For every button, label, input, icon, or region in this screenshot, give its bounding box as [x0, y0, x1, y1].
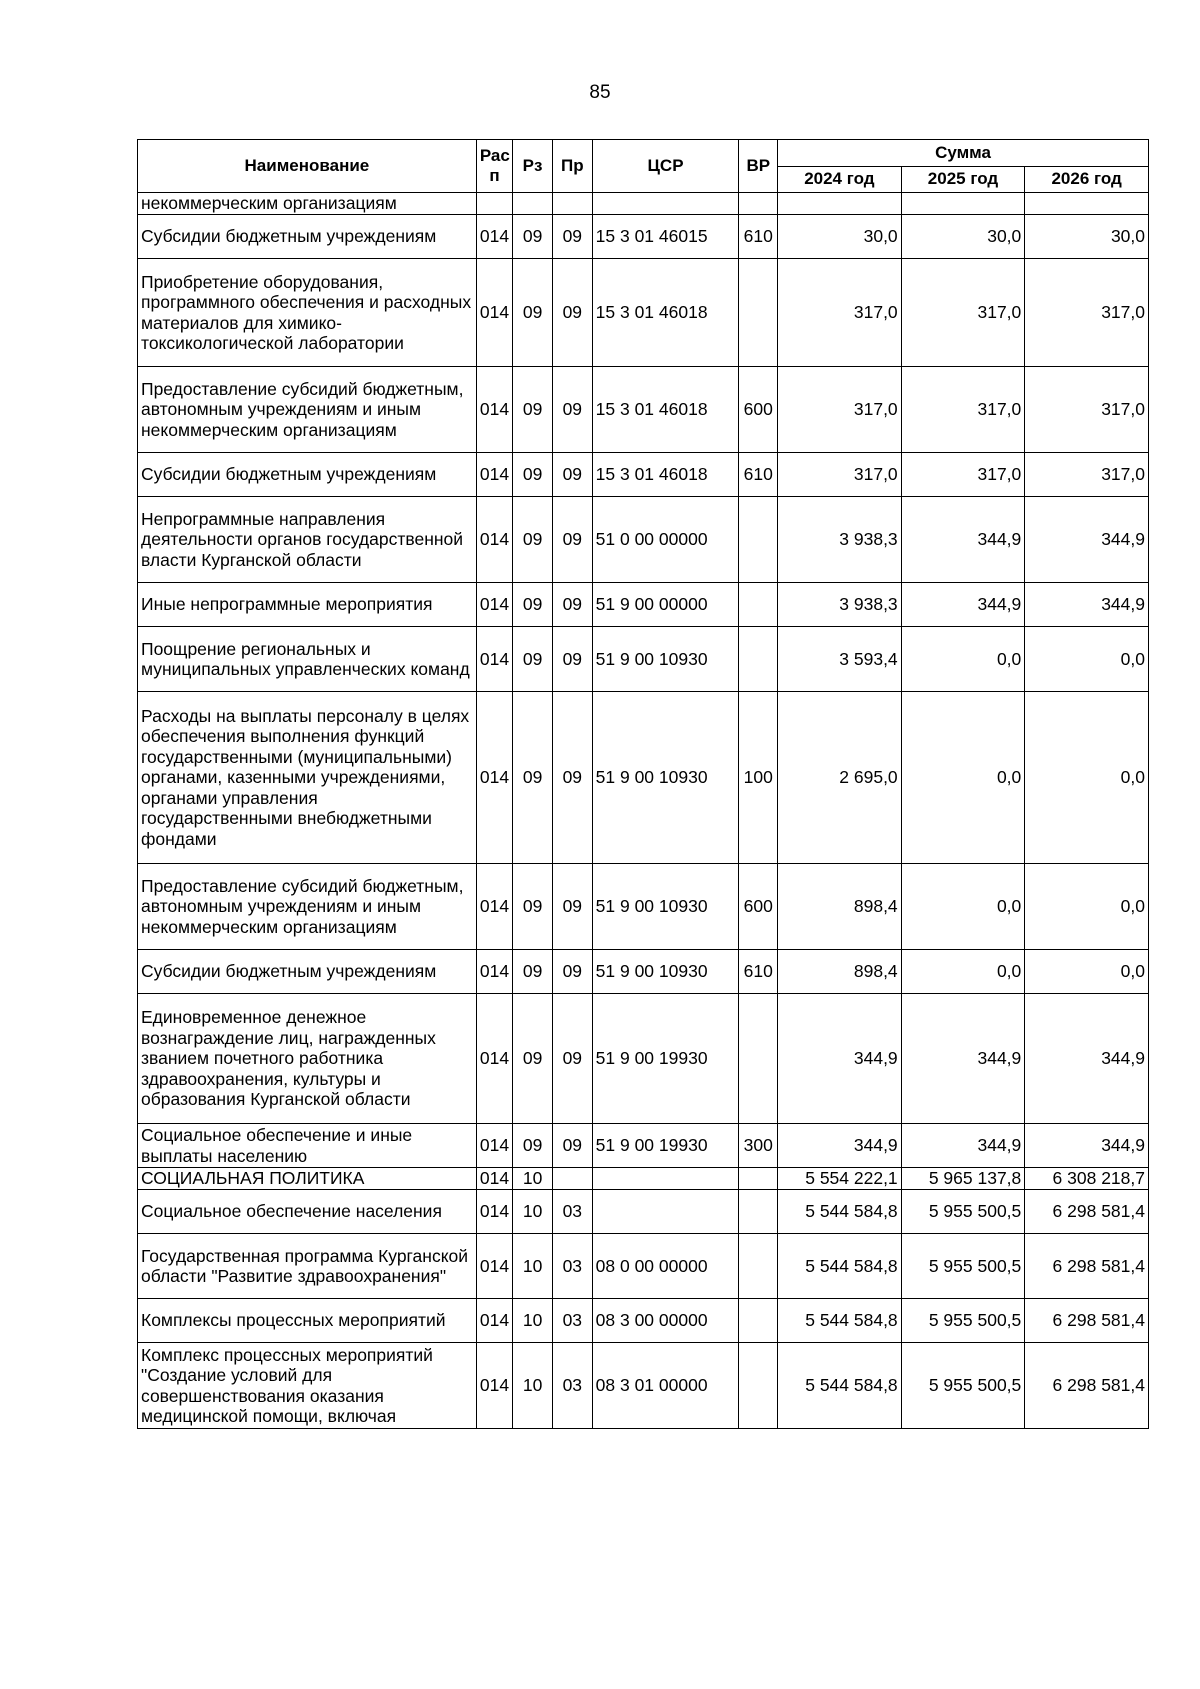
cell-pr: 03 — [552, 1343, 592, 1429]
cell-name: Комплекс процессных мероприятий "Создание условий для совершенствования оказания медицинской помощи, включая — [138, 1343, 477, 1429]
header-rz: Рз — [513, 140, 553, 193]
cell-vr — [739, 1299, 778, 1343]
cell-name: Социальное обеспечение и иные выплаты населению — [138, 1124, 477, 1168]
cell-sum-2024 — [778, 193, 902, 215]
cell-sum-2025: 344,9 — [901, 583, 1025, 627]
cell-sum-2024: 898,4 — [778, 950, 902, 994]
cell-rasp: 014 — [476, 1124, 512, 1168]
cell-name: СОЦИАЛЬНАЯ ПОЛИТИКА — [138, 1168, 477, 1190]
table-row — [138, 367, 1149, 453]
cell-name: Приобретение оборудования, программного обеспечения и расходных материалов для химико-токсикологической лаборатории — [138, 259, 477, 367]
cell-sum-2026: 0,0 — [1025, 950, 1149, 994]
budget-table — [137, 139, 1149, 1429]
cell-rasp — [476, 193, 512, 215]
cell-vr — [739, 1168, 778, 1190]
cell-sum-2024: 5 544 584,8 — [778, 1343, 902, 1429]
header-name: Наименование — [138, 140, 477, 193]
table-row — [138, 1168, 1149, 1190]
cell-sum-2026: 344,9 — [1025, 497, 1149, 583]
cell-rasp: 014 — [476, 453, 512, 497]
cell-sum-2024: 3 593,4 — [778, 627, 902, 692]
cell-rz: 10 — [513, 1299, 553, 1343]
cell-rz: 09 — [513, 583, 553, 627]
cell-name: Непрограммные направления деятельности органов государственной власти Курганской области — [138, 497, 477, 583]
cell-rz: 09 — [513, 453, 553, 497]
cell-csr: 15 3 01 46018 — [592, 453, 739, 497]
cell-vr: 610 — [739, 453, 778, 497]
cell-csr: 51 0 00 00000 — [592, 497, 739, 583]
cell-vr: 600 — [739, 864, 778, 950]
table-row — [138, 1124, 1149, 1168]
cell-vr — [739, 1190, 778, 1234]
cell-csr: 15 3 01 46018 — [592, 367, 739, 453]
cell-name: Социальное обеспечение населения — [138, 1190, 477, 1234]
cell-csr: 51 9 00 10930 — [592, 864, 739, 950]
cell-sum-2024: 5 544 584,8 — [778, 1299, 902, 1343]
cell-rasp: 014 — [476, 1190, 512, 1234]
cell-name: Субсидии бюджетным учреждениям — [138, 215, 477, 259]
cell-pr: 09 — [552, 497, 592, 583]
cell-name: Иные непрограммные мероприятия — [138, 583, 477, 627]
header-year-2026: 2026 год — [1025, 167, 1149, 193]
cell-rz: 09 — [513, 367, 553, 453]
cell-vr: 600 — [739, 367, 778, 453]
cell-sum-2026: 6 308 218,7 — [1025, 1168, 1149, 1190]
cell-pr: 09 — [552, 994, 592, 1124]
cell-pr: 09 — [552, 627, 592, 692]
cell-sum-2024: 317,0 — [778, 453, 902, 497]
cell-csr — [592, 1190, 739, 1234]
cell-rz: 09 — [513, 259, 553, 367]
cell-pr: 03 — [552, 1234, 592, 1299]
cell-pr: 09 — [552, 1124, 592, 1168]
table-row — [138, 1234, 1149, 1299]
cell-pr — [552, 1168, 592, 1190]
table-row — [138, 1190, 1149, 1234]
cell-pr: 09 — [552, 583, 592, 627]
cell-sum-2024: 3 938,3 — [778, 497, 902, 583]
cell-sum-2025: 30,0 — [901, 215, 1025, 259]
cell-sum-2024: 5 554 222,1 — [778, 1168, 902, 1190]
cell-sum-2026: 6 298 581,4 — [1025, 1299, 1149, 1343]
cell-sum-2025: 317,0 — [901, 367, 1025, 453]
cell-name: Комплексы процессных мероприятий — [138, 1299, 477, 1343]
header-sum: Сумма — [778, 140, 1149, 167]
cell-csr: 51 9 00 19930 — [592, 1124, 739, 1168]
cell-rasp: 014 — [476, 692, 512, 864]
cell-sum-2024: 344,9 — [778, 1124, 902, 1168]
table-body — [138, 193, 1149, 1429]
cell-sum-2024: 317,0 — [778, 259, 902, 367]
page-number: 85 — [589, 82, 611, 103]
cell-sum-2026: 0,0 — [1025, 692, 1149, 864]
header-vr: ВР — [739, 140, 778, 193]
cell-csr: 51 9 00 10930 — [592, 627, 739, 692]
cell-rasp: 014 — [476, 994, 512, 1124]
table-row — [138, 1343, 1149, 1429]
cell-csr: 51 9 00 10930 — [592, 692, 739, 864]
table-row — [138, 627, 1149, 692]
header-year-2025: 2025 год — [901, 167, 1025, 193]
cell-rasp: 014 — [476, 367, 512, 453]
cell-csr — [592, 193, 739, 215]
cell-sum-2025: 317,0 — [901, 453, 1025, 497]
cell-rasp: 014 — [476, 1234, 512, 1299]
cell-csr: 08 3 00 00000 — [592, 1299, 739, 1343]
cell-csr: 51 9 00 19930 — [592, 994, 739, 1124]
cell-pr: 09 — [552, 215, 592, 259]
cell-rz: 10 — [513, 1343, 553, 1429]
cell-rz — [513, 193, 553, 215]
cell-sum-2025: 0,0 — [901, 950, 1025, 994]
cell-csr: 15 3 01 46015 — [592, 215, 739, 259]
cell-sum-2025: 344,9 — [901, 1124, 1025, 1168]
cell-name: Расходы на выплаты персоналу в целях обеспечения выполнения функций государственными (муниципальными) органами, казенными учреждениями, органами управления государственными внебюджетными фондами — [138, 692, 477, 864]
cell-sum-2024: 898,4 — [778, 864, 902, 950]
cell-pr: 09 — [552, 950, 592, 994]
cell-vr: 610 — [739, 215, 778, 259]
cell-sum-2024: 5 544 584,8 — [778, 1190, 902, 1234]
cell-rz: 09 — [513, 1124, 553, 1168]
cell-pr: 09 — [552, 259, 592, 367]
cell-vr — [739, 994, 778, 1124]
cell-name: Субсидии бюджетным учреждениям — [138, 950, 477, 994]
table-row — [138, 1299, 1149, 1343]
table-row — [138, 497, 1149, 583]
cell-vr — [739, 1234, 778, 1299]
cell-rasp: 014 — [476, 259, 512, 367]
header-csr: ЦСР — [592, 140, 739, 193]
cell-csr — [592, 1168, 739, 1190]
cell-vr — [739, 193, 778, 215]
cell-rasp: 014 — [476, 583, 512, 627]
cell-sum-2026: 317,0 — [1025, 453, 1149, 497]
cell-sum-2025: 344,9 — [901, 497, 1025, 583]
cell-vr — [739, 627, 778, 692]
cell-sum-2024: 2 695,0 — [778, 692, 902, 864]
table-row — [138, 864, 1149, 950]
cell-vr — [739, 1343, 778, 1429]
cell-sum-2025: 5 965 137,8 — [901, 1168, 1025, 1190]
header-year-2024: 2024 год — [778, 167, 902, 193]
cell-sum-2026: 0,0 — [1025, 627, 1149, 692]
cell-rz: 09 — [513, 497, 553, 583]
cell-csr: 51 9 00 00000 — [592, 583, 739, 627]
cell-sum-2025: 5 955 500,5 — [901, 1299, 1025, 1343]
cell-pr: 09 — [552, 367, 592, 453]
cell-sum-2024: 30,0 — [778, 215, 902, 259]
cell-rz: 09 — [513, 215, 553, 259]
cell-rasp: 014 — [476, 627, 512, 692]
cell-rz: 10 — [513, 1190, 553, 1234]
cell-csr: 51 9 00 10930 — [592, 950, 739, 994]
cell-sum-2026: 6 298 581,4 — [1025, 1343, 1149, 1429]
cell-pr: 03 — [552, 1190, 592, 1234]
cell-name: Государственная программа Курганской области "Развитие здравоохранения" — [138, 1234, 477, 1299]
cell-sum-2025: 5 955 500,5 — [901, 1190, 1025, 1234]
cell-name: Субсидии бюджетным учреждениям — [138, 453, 477, 497]
cell-csr: 08 3 01 00000 — [592, 1343, 739, 1429]
cell-vr — [739, 497, 778, 583]
cell-rz: 09 — [513, 864, 553, 950]
cell-vr: 100 — [739, 692, 778, 864]
cell-sum-2025: 317,0 — [901, 259, 1025, 367]
cell-sum-2025: 344,9 — [901, 994, 1025, 1124]
cell-rz: 09 — [513, 950, 553, 994]
cell-sum-2026: 6 298 581,4 — [1025, 1234, 1149, 1299]
cell-sum-2026: 6 298 581,4 — [1025, 1190, 1149, 1234]
cell-sum-2024: 317,0 — [778, 367, 902, 453]
cell-sum-2026: 344,9 — [1025, 583, 1149, 627]
header-pr: Пр — [552, 140, 592, 193]
table-row — [138, 259, 1149, 367]
cell-sum-2026: 30,0 — [1025, 215, 1149, 259]
cell-sum-2026 — [1025, 193, 1149, 215]
cell-sum-2024: 3 938,3 — [778, 583, 902, 627]
cell-rz: 09 — [513, 692, 553, 864]
cell-csr: 15 3 01 46018 — [592, 259, 739, 367]
cell-name: Единовременное денежное вознаграждение лиц, награжденных званием почетного работника здравоохранения, культуры и образования Курганской области — [138, 994, 477, 1124]
cell-sum-2025: 0,0 — [901, 692, 1025, 864]
cell-rasp: 014 — [476, 950, 512, 994]
table-row — [138, 193, 1149, 215]
cell-rz: 09 — [513, 627, 553, 692]
table-header — [138, 140, 1149, 193]
cell-vr — [739, 259, 778, 367]
cell-rasp: 014 — [476, 1343, 512, 1429]
cell-sum-2026: 317,0 — [1025, 259, 1149, 367]
cell-sum-2025: 0,0 — [901, 627, 1025, 692]
cell-name: Предоставление субсидий бюджетным, автономным учреждениям и иным некоммерческим организациям — [138, 864, 477, 950]
cell-pr: 03 — [552, 1299, 592, 1343]
cell-pr — [552, 193, 592, 215]
cell-rasp: 014 — [476, 1299, 512, 1343]
cell-sum-2025: 5 955 500,5 — [901, 1343, 1025, 1429]
cell-pr: 09 — [552, 692, 592, 864]
cell-rasp: 014 — [476, 864, 512, 950]
cell-rasp: 014 — [476, 497, 512, 583]
cell-rasp: 014 — [476, 215, 512, 259]
table-row — [138, 215, 1149, 259]
cell-sum-2024: 5 544 584,8 — [778, 1234, 902, 1299]
cell-sum-2026: 0,0 — [1025, 864, 1149, 950]
cell-vr: 300 — [739, 1124, 778, 1168]
cell-sum-2024: 344,9 — [778, 994, 902, 1124]
table-row — [138, 950, 1149, 994]
cell-pr: 09 — [552, 453, 592, 497]
cell-rz: 09 — [513, 994, 553, 1124]
cell-vr: 610 — [739, 950, 778, 994]
cell-rz: 10 — [513, 1234, 553, 1299]
header-rasp: Рас п — [476, 140, 512, 193]
cell-sum-2026: 344,9 — [1025, 1124, 1149, 1168]
cell-name: Предоставление субсидий бюджетным, автономным учреждениям и иным некоммерческим организациям — [138, 367, 477, 453]
table-row — [138, 583, 1149, 627]
cell-name: некоммерческим организациям — [138, 193, 477, 215]
table-row — [138, 453, 1149, 497]
table-row — [138, 692, 1149, 864]
cell-pr: 09 — [552, 864, 592, 950]
cell-sum-2026: 344,9 — [1025, 994, 1149, 1124]
cell-csr: 08 0 00 00000 — [592, 1234, 739, 1299]
cell-rz: 10 — [513, 1168, 553, 1190]
table-row — [138, 994, 1149, 1124]
cell-rasp: 014 — [476, 1168, 512, 1190]
cell-vr — [739, 583, 778, 627]
cell-sum-2025 — [901, 193, 1025, 215]
cell-name: Поощрение региональных и муниципальных управленческих команд — [138, 627, 477, 692]
cell-sum-2026: 317,0 — [1025, 367, 1149, 453]
cell-sum-2025: 0,0 — [901, 864, 1025, 950]
cell-sum-2025: 5 955 500,5 — [901, 1234, 1025, 1299]
